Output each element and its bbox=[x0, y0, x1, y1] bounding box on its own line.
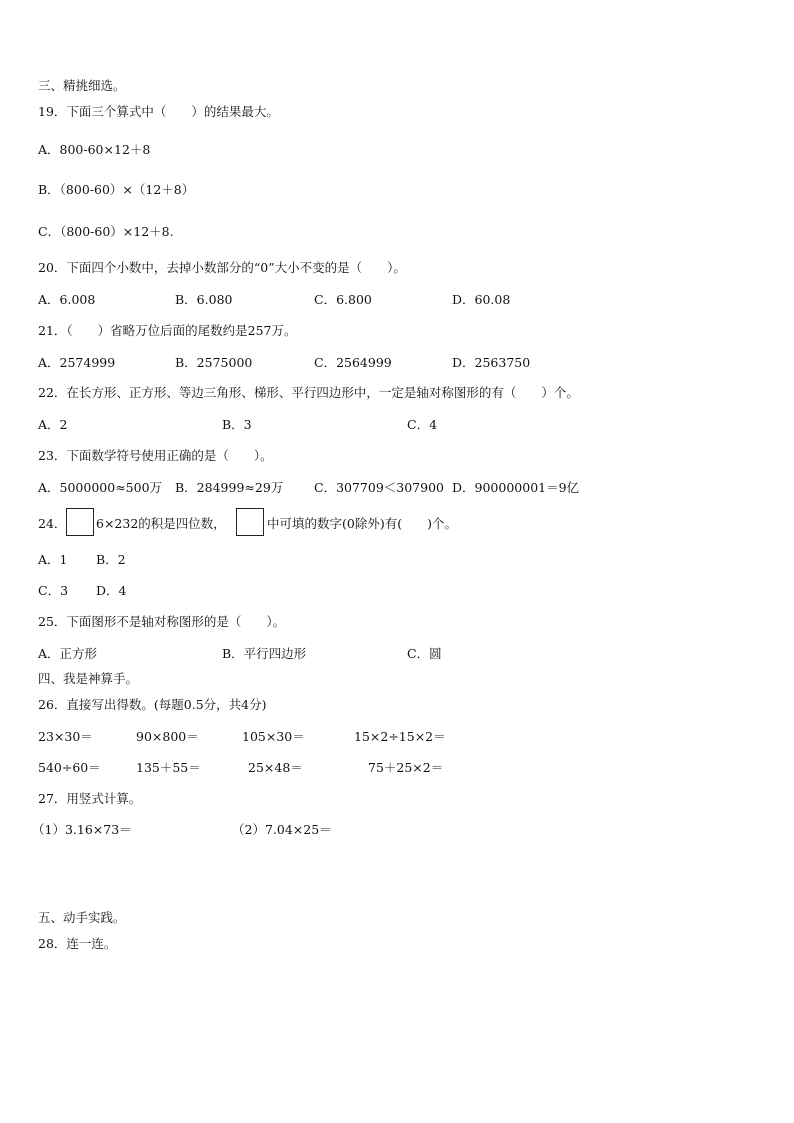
q27-item-1: （1）3.16×73＝ bbox=[32, 822, 132, 837]
q26-item: 540÷60＝ bbox=[38, 760, 101, 775]
q26-item: 105×30＝ bbox=[242, 729, 305, 744]
q24-blank-box-2[interactable] bbox=[236, 508, 264, 536]
q19-option-b: B．（800-60）×（12＋8） bbox=[38, 182, 195, 197]
q25-option-c: C．圆 bbox=[407, 646, 442, 661]
q21-option-c: C．2564999 bbox=[314, 355, 392, 370]
q24-number: 24． bbox=[38, 516, 67, 531]
section-3-title: 三、精挑细选。 bbox=[38, 78, 126, 93]
q24-option-b: B．2 bbox=[96, 552, 126, 567]
section-5-title: 五、动手实践。 bbox=[38, 910, 126, 925]
q24-option-a: A．1 bbox=[38, 552, 68, 567]
q26-item: 75＋25×2＝ bbox=[368, 760, 444, 775]
q19-option-a: A．800-60×12＋8 bbox=[38, 142, 151, 157]
q26-stem: 26．直接写出得数。(每题0.5分，共4分) bbox=[38, 697, 267, 712]
q27-stem: 27．用竖式计算。 bbox=[38, 791, 142, 806]
q26-item: 23×30＝ bbox=[38, 729, 93, 744]
q20-option-c: C．6.800 bbox=[314, 292, 372, 307]
q24-option-c: C．3 bbox=[38, 583, 69, 598]
q22-stem: 22．在长方形、正方形、等边三角形、梯形、平行四边形中，一定是轴对称图形的有（ ）个。 bbox=[38, 385, 579, 400]
q22-option-a: A．2 bbox=[38, 417, 68, 432]
q23-option-c: C．307709＜307900 bbox=[314, 480, 444, 495]
q20-stem: 20．下面四个小数中，去掉小数部分的“0”大小不变的是（ ）。 bbox=[38, 260, 406, 275]
q24-option-d: D．4 bbox=[96, 583, 127, 598]
q21-stem: 21．（ ）省略万位后面的尾数约是257万。 bbox=[38, 323, 297, 338]
q24-text-2: 中可填的数字(0除外)有( )个。 bbox=[267, 516, 457, 531]
q26-item: 15×2÷15×2＝ bbox=[354, 729, 446, 744]
q21-option-b: B．2575000 bbox=[175, 355, 253, 370]
q27-item-2: （2）7.04×25＝ bbox=[232, 822, 332, 837]
section-4-title: 四、我是神算手。 bbox=[38, 671, 139, 686]
q20-option-a: A．6.008 bbox=[38, 292, 96, 307]
q23-option-b: B．284999≈29万 bbox=[175, 480, 284, 495]
q19-option-c: C．（800-60）×12＋8. bbox=[38, 224, 174, 239]
q28-stem: 28．连一连。 bbox=[38, 936, 117, 951]
q26-item: 135＋55＝ bbox=[136, 760, 201, 775]
q26-item: 25×48＝ bbox=[248, 760, 303, 775]
q21-option-a: A．2574999 bbox=[38, 355, 116, 370]
q20-option-b: B．6.080 bbox=[175, 292, 233, 307]
q24-blank-box-1[interactable] bbox=[66, 508, 94, 536]
q21-option-d: D．2563750 bbox=[452, 355, 531, 370]
q22-option-b: B．3 bbox=[222, 417, 252, 432]
q19-stem: 19．下面三个算式中（ ）的结果最大。 bbox=[38, 104, 279, 119]
q20-option-d: D．60.08 bbox=[452, 292, 511, 307]
q25-stem: 25．下面图形不是轴对称图形的是（ ）。 bbox=[38, 614, 286, 629]
q23-option-d: D．900000001＝9亿 bbox=[452, 480, 580, 495]
q26-item: 90×800＝ bbox=[136, 729, 199, 744]
q25-option-a: A．正方形 bbox=[38, 646, 98, 661]
q22-option-c: C．4 bbox=[407, 417, 438, 432]
q24-text-1: 6×232的积是四位数， bbox=[96, 516, 226, 531]
q23-stem: 23．下面数学符号使用正确的是（ ）。 bbox=[38, 448, 273, 463]
q23-option-a: A．5000000≈500万 bbox=[38, 480, 163, 495]
q25-option-b: B．平行四边形 bbox=[222, 646, 307, 661]
